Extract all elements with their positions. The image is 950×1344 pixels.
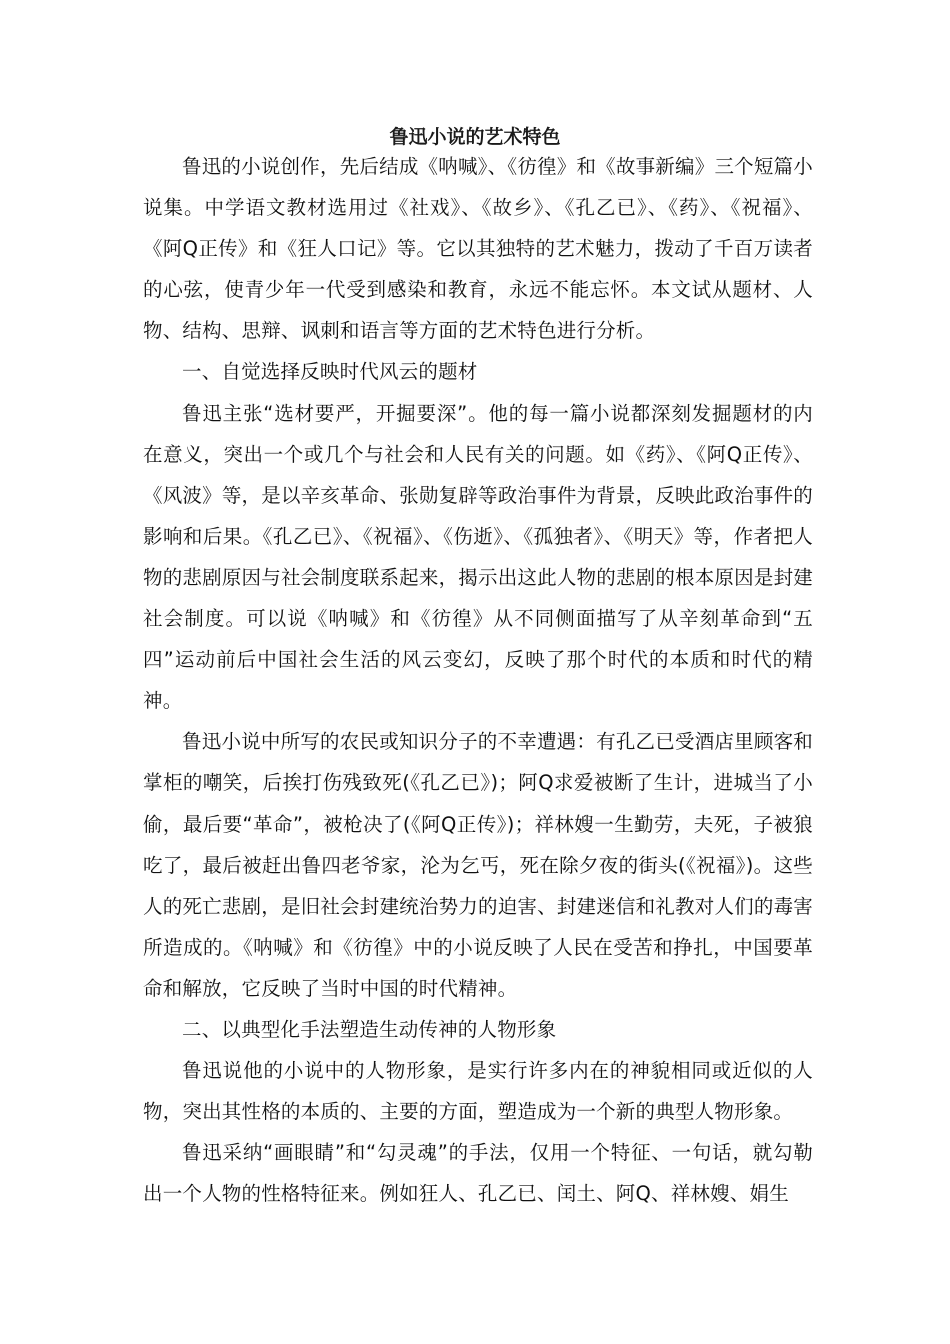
paragraph-section1-b: 鲁迅小说中所写的农民或知识分子的不幸遭遇：有孔乙已受酒店里顾客和掌柜的嘲笑，后挨打伤残致死(《孔乙已》)；阿Q求爱被断了生计，进城当了小偷，最后要“革命”，被枪决了(《阿Q正传》)；祥林嫂一生勤劳，夫死，子被狼吃了，最后被赶出鲁四老爷家，沦为乞丐，死在除夕夜的街头(《祝福》)。这些人的死亡悲剧，是旧社会封建统治势力的迫害、封建迷信和礼教对人们的毒害所造成的。《呐喊》和《彷徨》中的小说反映了人民在受苦和挣扎，中国要革命和解放，它反映了当时中国的时代精神。 bbox=[143, 730, 813, 1000]
document-title: 鲁迅小说的艺术特色 bbox=[389, 126, 561, 148]
section-heading-1: 一、自觉选择反映时代风云的题材 bbox=[182, 360, 478, 384]
paragraph-intro: 鲁迅的小说创作，先后结成《呐喊》、《彷徨》和《故事新编》三个短篇小说集。中学语文教材选用过《社戏》、《故乡》、《孔乙已》、《药》、《祝福》、《阿Q正传》和《狂人口记》等。它以其独特的艺术魅力，拨动了千百万读者的心弦，使青少年一代受到感染和教育，永远不能忘怀。本文试从题材、人物、结构、思辩、讽刺和语言等方面的艺术特色进行分析。 bbox=[143, 155, 813, 343]
paragraph-section1-a: 鲁迅主张“选材要严，开掘要深”。他的每一篇小说都深刻发掘题材的内在意义，突出一个或几个与社会和人民有关的问题。如《药》、《阿Q正传》、《风波》等，是以辛亥革命、张勋复辟等政治事件为背景，反映此政治事件的影响和后果。《孔乙已》、《祝福》、《伤逝》、《孤独者》、《明天》等，作者把人物的悲剧原因与社会制度联系起来，揭示出这此人物的悲剧的根本原因是封建社会制度。可以说《呐喊》和《彷徨》从不同侧面描写了从辛刻革命到“五四”运动前后中国社会生活的风云变幻，反映了那个时代的本质和时代的精神。 bbox=[143, 401, 813, 713]
section-heading-2: 二、以典型化手法塑造生动传神的人物形象 bbox=[182, 1017, 557, 1041]
paragraph-section2-a: 鲁迅说他的小说中的人物形象，是实行许多内在的神貌相同或近似的人物，突出其性格的本质的、主要的方面，塑造成为一个新的典型人物形象。 bbox=[143, 1059, 813, 1124]
paragraph-section2-b: 鲁迅采纳“画眼睛”和“勾灵魂”的手法，仅用一个特征、一句话，就勾勒出一个人物的性格特征来。例如狂人、孔乙已、闰土、阿Q、祥林嫂、娟生 bbox=[143, 1141, 813, 1206]
document-body bbox=[143, 146, 813, 1214]
